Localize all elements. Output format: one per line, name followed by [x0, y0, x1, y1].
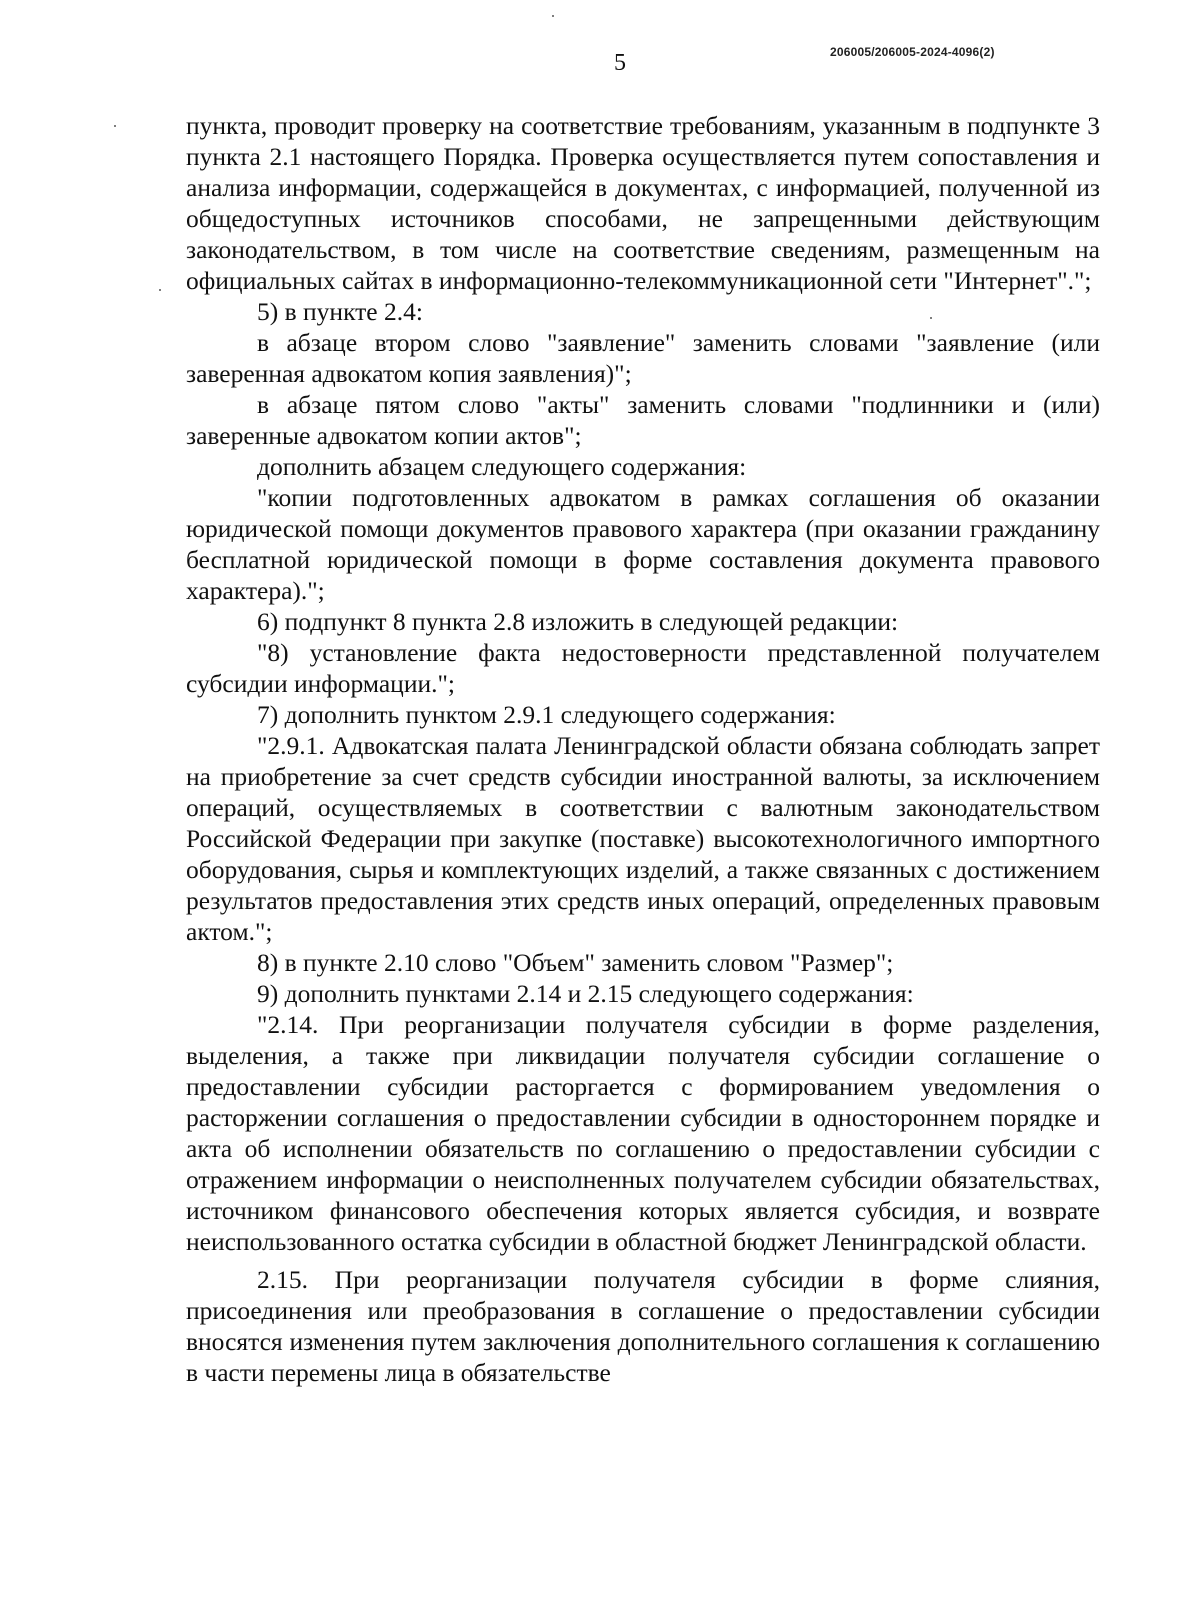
document-body	[186, 110, 1100, 1388]
paragraph-item-8: 8) в пункте 2.10 слово "Объем" заменить словом "Размер";	[257, 948, 894, 977]
page-number: 5	[614, 50, 626, 76]
paragraph-2-15: 2.15. При реорганизации получателя субсидии в форме слияния, присоединения или преобразования в соглашение о предоставлении субсидии вносятся изменения путем заключения дополнительного соглашения к соглашению в части перемены лица в обязательстве	[186, 1265, 1100, 1387]
paragraph-amendment-abzac-2: в абзаце втором слово "заявление" заменить словами "заявление (или заверенная адвокатом копия заявления)";	[186, 328, 1100, 388]
paragraph-quoted-8: "8) установление факта недостоверности представленной получателем субсидии информации.";	[186, 638, 1100, 698]
paragraph-amendment-abzac-5: в абзаце пятом слово "акты" заменить словами "подлинники и (или) заверенные адвокатом копии актов";	[186, 390, 1100, 450]
scan-speck	[159, 289, 161, 291]
paragraph-quoted-copies: "копии подготовленных адвокатом в рамках соглашения об оказании юридической помощи документов правового характера (при оказании гражданину бесплатной юридической помощи в форме составления документа правового характера).";	[186, 483, 1100, 605]
paragraph-item-9: 9) дополнить пунктами 2.14 и 2.15 следующего содержания:	[257, 979, 914, 1008]
scan-speck	[114, 125, 116, 127]
paragraph-continuation: пункта, проводит проверку на соответствие требованиям, указанным в подпункте 3 пункта 2.1 настоящего Порядка. Проверка осуществляется путем сопоставления и анализа информации, содержащейся в документах, с информацией, полученной из общедоступных источников способами, не запрещенными действующим законодательством, в том числе на соответствие сведениям, размещенным на официальных сайтах в информационно-телекоммуникационной сети "Интернет".";	[186, 111, 1100, 295]
paragraph-quoted-2-9-1: "2.9.1. Адвокатская палата Ленинградской области обязана соблюдать запрет на приобретение за счет средств субсидии иностранной валюты, за исключением операций, осуществляемых в соответствии с валютным законодательством Российской Федерации при закупке (поставке) высокотехнологичного импортного оборудования, сырья и комплектующих изделий, а также связанных с достижением результатов предоставления этих средств иных операций, определенных правовым актом.";	[186, 731, 1100, 946]
scan-speck	[552, 15, 554, 17]
paragraph-add-abzac: дополнить абзацем следующего содержания:	[257, 452, 747, 481]
paragraph-item-5: 5) в пункте 2.4:	[257, 297, 423, 326]
paragraph-item-6: 6) подпункт 8 пункта 2.8 изложить в следующей редакции:	[257, 607, 899, 636]
paragraph-item-7: 7) дополнить пунктом 2.9.1 следующего содержания:	[257, 700, 836, 729]
document-id: 206005/206005-2024-4096(2)	[830, 45, 995, 59]
paragraph-quoted-2-14: "2.14. При реорганизации получателя субсидии в форме разделения, выделения, а также при ликвидации получателя субсидии соглашение о предоставлении субсидии расторгается с формированием уведомления о расторжении соглашения о предоставлении субсидии в одностороннем порядке и акта об исполнении обязательств по соглашению о предоставлении субсидии с отражением информации о неисполненных получателем субсидии обязательствах, источником финансового обеспечения которых является субсидия, и возврате неиспользованного остатка субсидии в областной бюджет Ленинградской области.	[186, 1010, 1100, 1256]
